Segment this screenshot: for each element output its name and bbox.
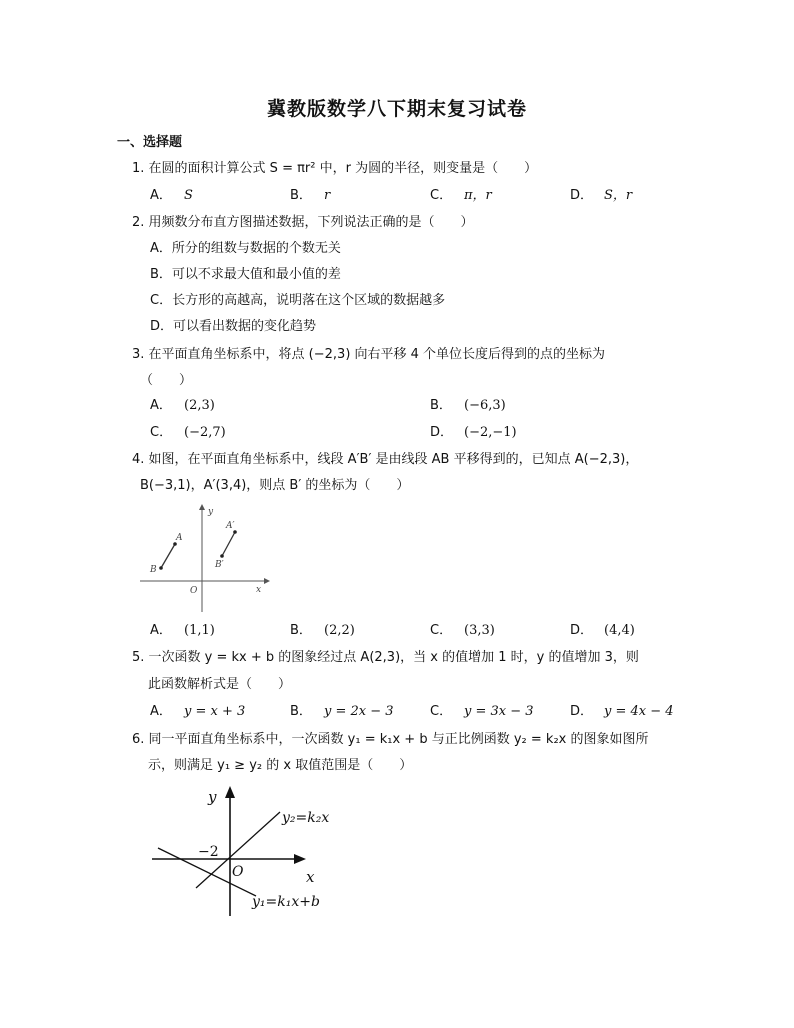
q6-text: 同一平面直角坐标系中，一次函数 y₁ = k₁x + b 与正比例函数 y₂ = k₂x 的图象如图所 [148, 732, 649, 747]
q1-option-d[interactable] [570, 187, 632, 205]
q4-option-d[interactable] [570, 622, 635, 640]
q4-figure [140, 504, 270, 614]
q3-option-b[interactable] [430, 397, 506, 415]
q2-option-c-text: 长方形的高越高，说明落在这个区域的数据越多 [172, 293, 446, 308]
q2-option-b-label: B． [150, 267, 172, 282]
q5-option-d-label: D． [570, 704, 594, 719]
q4-label-b: B [150, 565, 157, 575]
q4-text: 如图，在平面直角坐标系中，线段 A′B′ 是由线段 AB 平移得到的，已知点 A(−2,3)， [148, 452, 639, 467]
q4-x-arrow-icon [264, 578, 270, 584]
q4-origin-label: O [190, 586, 198, 596]
q4-y-label: y [208, 507, 214, 517]
q6-label-y2: y₂=k₂x [282, 810, 330, 826]
q5-option-b-text: y = 2x − 3 [324, 704, 394, 719]
q6-label-y1: y₁=k₁x+b [252, 894, 320, 910]
q6-stem [132, 731, 648, 749]
q3-option-d[interactable] [430, 424, 517, 442]
q2-option-a-label: A． [150, 241, 172, 256]
q3-option-a-label: A． [150, 398, 172, 413]
q2-option-d-text: 可以看出数据的变化趋势 [173, 319, 317, 334]
q5-option-d-text: y = 4x − 4 [604, 704, 674, 719]
q4-option-a[interactable] [150, 622, 215, 640]
q2-option-a-text: 所分的组数与数据的个数无关 [171, 241, 341, 256]
q5-option-c[interactable] [430, 703, 534, 721]
q6-origin-label: O [232, 864, 244, 880]
q6-x-arrow-icon [294, 854, 306, 864]
q3-text: 在平面直角坐标系中，将点 (−2,3) 向右平移 4 个单位长度后得到的点的坐标为 [148, 347, 606, 362]
section-heading: 一、选择题 [117, 135, 183, 150]
q3-number: 3. [132, 347, 145, 362]
q1-option-a-text: S [184, 188, 193, 203]
q2-option-d-label: D． [150, 319, 174, 334]
q3-option-d-text: (−2,−1) [464, 425, 517, 440]
q6-stem-cont: 示，则满足 y₁ ≥ y₂ 的 x 取值范围是（ ） [148, 758, 413, 773]
q2-option-b[interactable] [150, 266, 341, 284]
q4-number: 4. [132, 452, 145, 467]
q2-text: 用频数分布直方图描述数据，下列说法正确的是（ ） [148, 215, 474, 230]
q3-stem [132, 346, 605, 364]
q5-option-a[interactable] [150, 703, 245, 721]
q5-number: 5. [132, 650, 145, 665]
q5-option-b[interactable] [290, 703, 394, 721]
q4-label-a2: A′ [226, 521, 235, 531]
q1-option-a[interactable] [150, 187, 193, 205]
q4-point-b [159, 566, 163, 570]
q1-option-d-label: D． [570, 188, 594, 203]
q6-tick-label: −2 [198, 844, 219, 860]
q4-point-b2 [220, 554, 224, 558]
q4-stem [132, 451, 638, 469]
q2-stem [132, 214, 474, 232]
q2-option-c[interactable] [150, 292, 445, 310]
q4-segment-ab [161, 544, 175, 568]
q4-option-d-label: D． [570, 623, 594, 638]
q4-x-label: x [256, 585, 262, 595]
q4-segment-a2b2 [222, 532, 235, 556]
q4-y-arrow-icon [199, 504, 205, 510]
q4-option-c[interactable] [430, 622, 495, 640]
q2-number: 2. [132, 215, 145, 230]
q3-option-d-label: D． [430, 425, 454, 440]
q1-stem [132, 160, 537, 178]
q6-number: 6. [132, 732, 145, 747]
q6-x-label: x [306, 868, 315, 886]
q3-option-b-label: B． [430, 398, 452, 413]
q6-y-label: y [208, 788, 217, 806]
q4-label-b2: B′ [215, 560, 224, 570]
q4-option-b-label: B． [290, 623, 312, 638]
q1-option-a-label: A． [150, 188, 172, 203]
q2-option-b-text: 可以不求最大值和最小值的差 [171, 267, 341, 282]
q4-label-a: A [176, 533, 183, 543]
q5-option-a-text: y = x + 3 [184, 704, 246, 719]
q5-stem [132, 649, 639, 667]
q1-text: 在圆的面积计算公式 S = πr² 中，r 为圆的半径，则变量是（ ） [148, 161, 538, 176]
q3-stem-cont: （ ） [140, 373, 193, 388]
q1-option-b-label: B． [290, 188, 312, 203]
q4-stem-cont: B(−3,1)，A′(3,4)，则点 B′ 的坐标为（ ） [140, 478, 410, 493]
q4-option-b[interactable] [290, 622, 355, 640]
q3-option-c[interactable] [150, 424, 226, 442]
q1-number: 1. [132, 161, 145, 176]
q3-option-c-label: C． [150, 425, 173, 440]
q5-option-d[interactable] [570, 703, 674, 721]
q4-option-a-label: A． [150, 623, 172, 638]
q1-option-b[interactable] [290, 187, 330, 205]
q1-option-c-text: π，r [464, 188, 492, 203]
q3-option-a[interactable] [150, 397, 215, 415]
q5-text: 一次函数 y = kx + b 的图象经过点 A(2,3)，当 x 的值增加 1 时，y 的值增加 3，则 [148, 650, 639, 665]
q4-option-b-text: (2,2) [324, 623, 355, 638]
q4-option-d-text: (4,4) [604, 623, 635, 638]
q3-option-b-text: (−6,3) [464, 398, 506, 413]
q1-option-c-label: C． [430, 188, 453, 203]
q2-option-d[interactable] [150, 318, 316, 336]
q5-option-b-label: B． [290, 704, 312, 719]
q6-figure [148, 784, 348, 920]
q5-stem-cont: 此函数解析式是（ ） [148, 677, 292, 692]
q4-option-a-text: (1,1) [184, 623, 215, 638]
q3-option-c-text: (−2,7) [184, 425, 226, 440]
q5-option-c-text: y = 3x − 3 [464, 704, 534, 719]
q1-option-b-text: r [324, 188, 331, 203]
q4-option-c-label: C． [430, 623, 453, 638]
q1-option-c[interactable] [430, 187, 492, 205]
q5-option-c-label: C． [430, 704, 453, 719]
q2-option-a[interactable] [150, 240, 341, 258]
q3-option-a-text: (2,3) [184, 398, 215, 413]
q1-option-d-text: S，r [604, 188, 633, 203]
page-title: 冀教版数学八下期末复习试卷 [266, 98, 527, 120]
q6-y-arrow-icon [225, 786, 235, 798]
q5-option-a-label: A． [150, 704, 172, 719]
q2-option-c-label: C． [150, 293, 173, 308]
q4-option-c-text: (3,3) [464, 623, 495, 638]
